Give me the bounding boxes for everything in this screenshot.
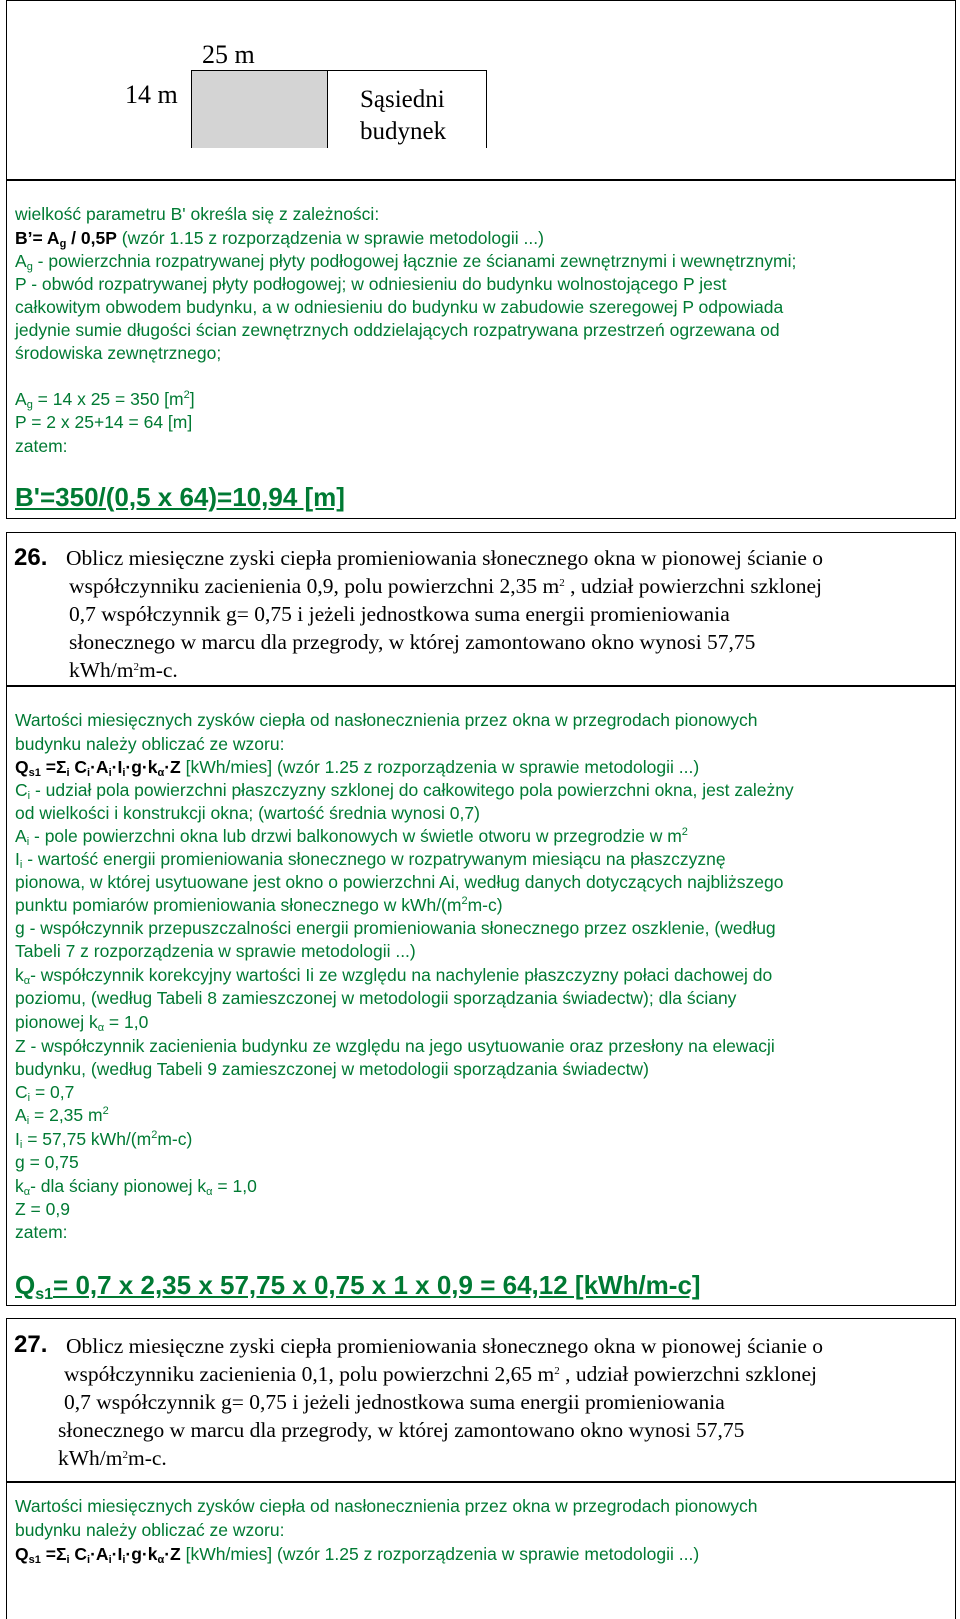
s26-z-def-2: budynku, (według Tabeli 9 zamieszczonej w metodologii sporządzania świadectw) (15, 1059, 649, 1079)
s26-ai-def: $A_i$ - pole powierzchni okna lub drzwi balkonowych w świetle otworu w przegrodzie w $m^2$ (15, 826, 688, 848)
b-intro: wielkość parametru B' określa się z zależności: (15, 204, 380, 224)
b-ag-def: $A_g$ - powierzchnia rozpatrywanej płyty podłogowej łącznie ze ścianami zewnętrznymi i wewnętrznymi; (15, 251, 797, 273)
s26-k-def-1: $k_\alpha-$ współczynnik korekcyjny wartości Ii ze względu na nachylenie płaszczyzny połaci dachowej do (15, 965, 773, 987)
b-p-def-1: P - obwód rozpatrywanej płyty podłogowej; w odniesieniu do budynku wolnostojącego P jest (15, 274, 727, 294)
s26-ci-def-1: $C_i$ - udział pola powierzchni płaszczyzny szklonej do całkowitego pola powierzchni okna, jest zależny (15, 780, 794, 802)
s26-val-ci: $C_i = 0,7$ (15, 1082, 75, 1104)
b-formula: B’= $A_g / 0,5P$ (wzór 1.15 z rozporządzenia w sprawie metodologii ...) (15, 228, 544, 250)
s26-k-def-3: pionowej $k_\alpha = 1,0$ (15, 1012, 149, 1034)
s26-ci-def-2: od wielkości i konstrukcji okna; (wartość średnia wynosi 0,7) (15, 803, 480, 823)
task-26-number: 26. (14, 544, 48, 571)
b-result: B'=350/(0,5 x 64)=10,94 [m] (15, 482, 345, 512)
s26-ii-def-1: $I_i$ - wartość energii promieniowania słonecznego w rozpatrywanym miesiącu na płaszczyznę (15, 849, 726, 871)
b-p-def-3: jedynie sumie długości ścian zewnętrznych oddzielających rozpatrywana przestrzeń ogrzewana od (15, 320, 780, 340)
task-27-line-5: kWh/$m^2m-c$. (58, 1446, 167, 1470)
s26-intro-2: budynku należy obliczać ze wzoru: (15, 734, 285, 754)
task-27-line-3: 0,7 współczynnik g= 0,75 i jeżeli jednostkowa suma energii promieniowania (64, 1390, 725, 1414)
task-26-line-5: kWh/$m^2m-c$. (69, 658, 178, 682)
depth-label: 14 m (125, 80, 178, 109)
task-27-number: 27. (14, 1331, 48, 1358)
neighbor-label-1: Sąsiedni (360, 86, 445, 113)
s26-result: $Q_{s1}= 0,7$ x 2,35 x 57,75 x 0,75 x 1 x 0,9 = 64,12 [kWh/m-c] (15, 1270, 701, 1303)
b-p-def-4: środowiska zewnętrznego; (15, 343, 222, 363)
b-zatem: zatem: (15, 436, 68, 456)
task-26-line-3: 0,7 współczynnik g= 0,75 i jeżeli jednostkowa suma energii promieniowania (69, 602, 730, 626)
s26-g-def-1: g - współczynnik przepuszczalności energii promieniowania słonecznego przez oszklenie, (według (15, 918, 776, 938)
s26-val-z: Z = 0,9 (15, 1199, 70, 1219)
s26-ii-def-2: pionowa, w której usytuowane jest okno o powierzchni Ai, według danych dotyczących najbliższego (15, 872, 784, 892)
s26-z-def-1: Z - współczynnik zacienienia budynku ze względu na jego usytuowanie oraz przesłony na elewacji (15, 1036, 775, 1056)
s27-formula: $Q_{s1} =\Sigma_i$ $C_i\cdot A_i\cdot I_i\cdot g\cdot k_\alpha\cdot Z$ [kWh/mies] (wzór 1.25 z rozporządzenia w sprawie metodologii ...) (15, 1544, 700, 1566)
task-27-line-4: słonecznego w marcu dla przegrody, w której zamontowano okno wynosi 57,75 (58, 1418, 745, 1442)
s26-val-ai: $A_i = 2,35$ $m^2$ (15, 1105, 109, 1127)
b-calc-p: P = 2 x 25+14 = 64 [m] (15, 412, 193, 432)
building-plan-rect (191, 70, 328, 148)
task-26-line-4: słonecznego w marcu dla przegrody, w której zamontowano okno wynosi 57,75 (69, 630, 756, 654)
width-label: 25 m (202, 40, 255, 69)
s27-intro-2: budynku należy obliczać ze wzoru: (15, 1520, 285, 1540)
s26-val-ii: $I_i = 57,75$ kWh/$(m^2m-c)$ (15, 1129, 193, 1151)
s26-k-def-2: poziomu, (według Tabeli 8 zamieszczonej w metodologii sporządzania świadectw); dla ściany (15, 988, 737, 1008)
task-27-line-1: Oblicz miesięczne zyski ciepła promieniowania słonecznego okna w pionowej ścianie o (66, 1334, 824, 1358)
s26-formula: $Q_{s1} =\Sigma_i$ $C_i\cdot A_i\cdot I_i\cdot g\cdot k_\alpha\cdot Z$ [kWh/mies] (wzór 1.25 z rozporządzenia w sprawie metodologii ...) (15, 757, 700, 779)
s26-val-g: g = 0,75 (15, 1152, 79, 1172)
b-p-def-2: całkowitym obwodem budynku, a w odniesieniu do budynku w zabudowie szeregowej P odpowiada (15, 297, 784, 317)
task-27-line-2: współczynniku zacienienia 0,1, polu powierzchni 2,65 $m^2$ , udział powierzchni szklonej (64, 1362, 818, 1386)
task-26-line-1: Oblicz miesięczne zyski ciepła promieniowania słonecznego okna w pionowej ścianie o (66, 546, 824, 570)
s26-g-def-2: Tabeli 7 z rozporządzenia w sprawie metodologii ...) (15, 941, 416, 961)
b-calc-ag: $A_g = 14$ x 25 = 350 $[m^2]$ (15, 389, 195, 411)
neighbor-label-2: budynek (360, 118, 447, 145)
s26-ii-def-3: punktu pomiarów promieniowania słonecznego w kWh/$(m^2m-c)$ (15, 895, 503, 915)
s26-zatem: zatem: (15, 1222, 68, 1242)
task-26-line-2: współczynniku zacienienia 0,9, polu powierzchni 2,35 $m^2$ , udział powierzchni szklonej (69, 574, 823, 598)
s26-intro-1: Wartości miesięcznych zysków ciepła od nasłonecznienia przez okna w przegrodach pionowych (15, 710, 758, 730)
s27-intro-1: Wartości miesięcznych zysków ciepła od nasłonecznienia przez okna w przegrodach pionowych (15, 1496, 758, 1516)
s26-val-k: $k_\alpha-$ dla ściany pionowej $k_\alpha = 1,0$ (15, 1176, 257, 1198)
